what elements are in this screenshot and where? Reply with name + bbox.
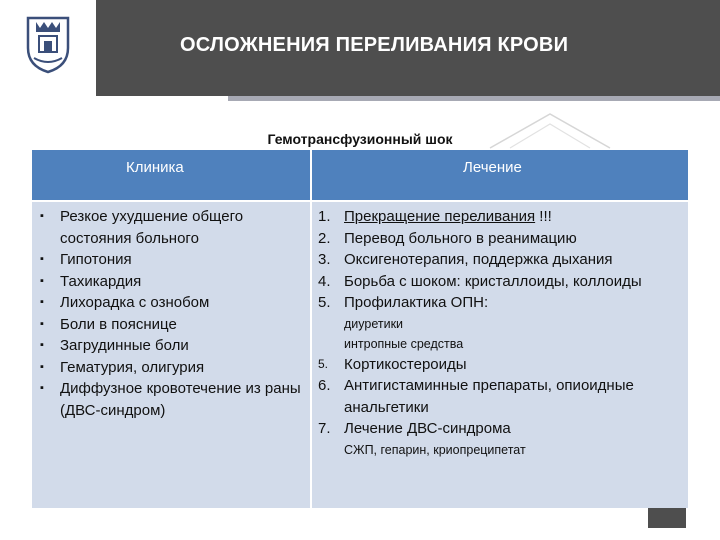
list-item: ▪ Лихорадка с ознобом — [38, 292, 310, 314]
list-item: ▪ Гематурия, олигурия — [38, 357, 310, 379]
bullet-icon: ▪ — [40, 339, 44, 351]
university-crest-icon — [22, 14, 74, 74]
treatment-item: 5. Кортикостероиды — [318, 355, 467, 373]
bullet-icon: ▪ — [40, 210, 44, 222]
treatment-item: 6. Антигистаминные препараты, опиоидные анальгетики — [318, 377, 634, 416]
bullet-icon: ▪ — [40, 274, 44, 287]
list-item: ▪ Гипотония — [38, 249, 310, 271]
list-item: ▪ Боли в пояснице — [38, 314, 310, 336]
treatment-item: 4. Борьба с шоком: кристаллоиды, коллоиды — [318, 272, 642, 290]
list-item: ▪ Загрудинные боли — [38, 335, 310, 357]
treatment-subitem: интропные средства — [344, 336, 464, 351]
treatment-list — [318, 206, 686, 460]
bullet-icon: ▪ — [40, 253, 44, 265]
treatment-subitem: диуретики — [344, 316, 404, 331]
page-title: ОСЛОЖНЕНИЯ ПЕРЕЛИВАНИЯ КРОВИ — [180, 34, 569, 56]
treatment-item: 5. Профилактика ОПН: — [318, 294, 489, 311]
column-header-clinic: Клиника — [126, 159, 184, 176]
list-item: ▪ Тахикардия — [38, 271, 310, 293]
clinic-list — [38, 206, 310, 421]
treatment-subitem: СЖП, гепарин, криопреципетат — [344, 442, 526, 457]
header-underline — [228, 96, 720, 101]
bullet-icon: ▪ — [40, 317, 44, 330]
column-header-treatment: Лечение — [463, 159, 522, 176]
section-subtitle: Гемотрансфузионный шок — [267, 131, 453, 147]
footer-corner-block — [648, 508, 686, 528]
bullet-icon: ▪ — [40, 382, 44, 394]
bullet-icon: ▪ — [40, 296, 44, 308]
treatment-item: 2. Перевод больного в реанимацию — [318, 229, 577, 247]
treatment-item: 7. Лечение ДВС-синдрома — [318, 420, 511, 437]
treatment-item: 1. Прекращение переливания !!! — [318, 208, 552, 225]
bullet-icon: ▪ — [40, 360, 44, 373]
list-item: ▪ Диффузное кровотечение из раны (ДВС-синдром) — [40, 380, 301, 419]
list-item: ▪ Резкое ухудшение общего состояния больного — [40, 208, 244, 247]
treatment-item: 3. Оксигенотерапия, поддержка дыхания — [318, 251, 613, 268]
